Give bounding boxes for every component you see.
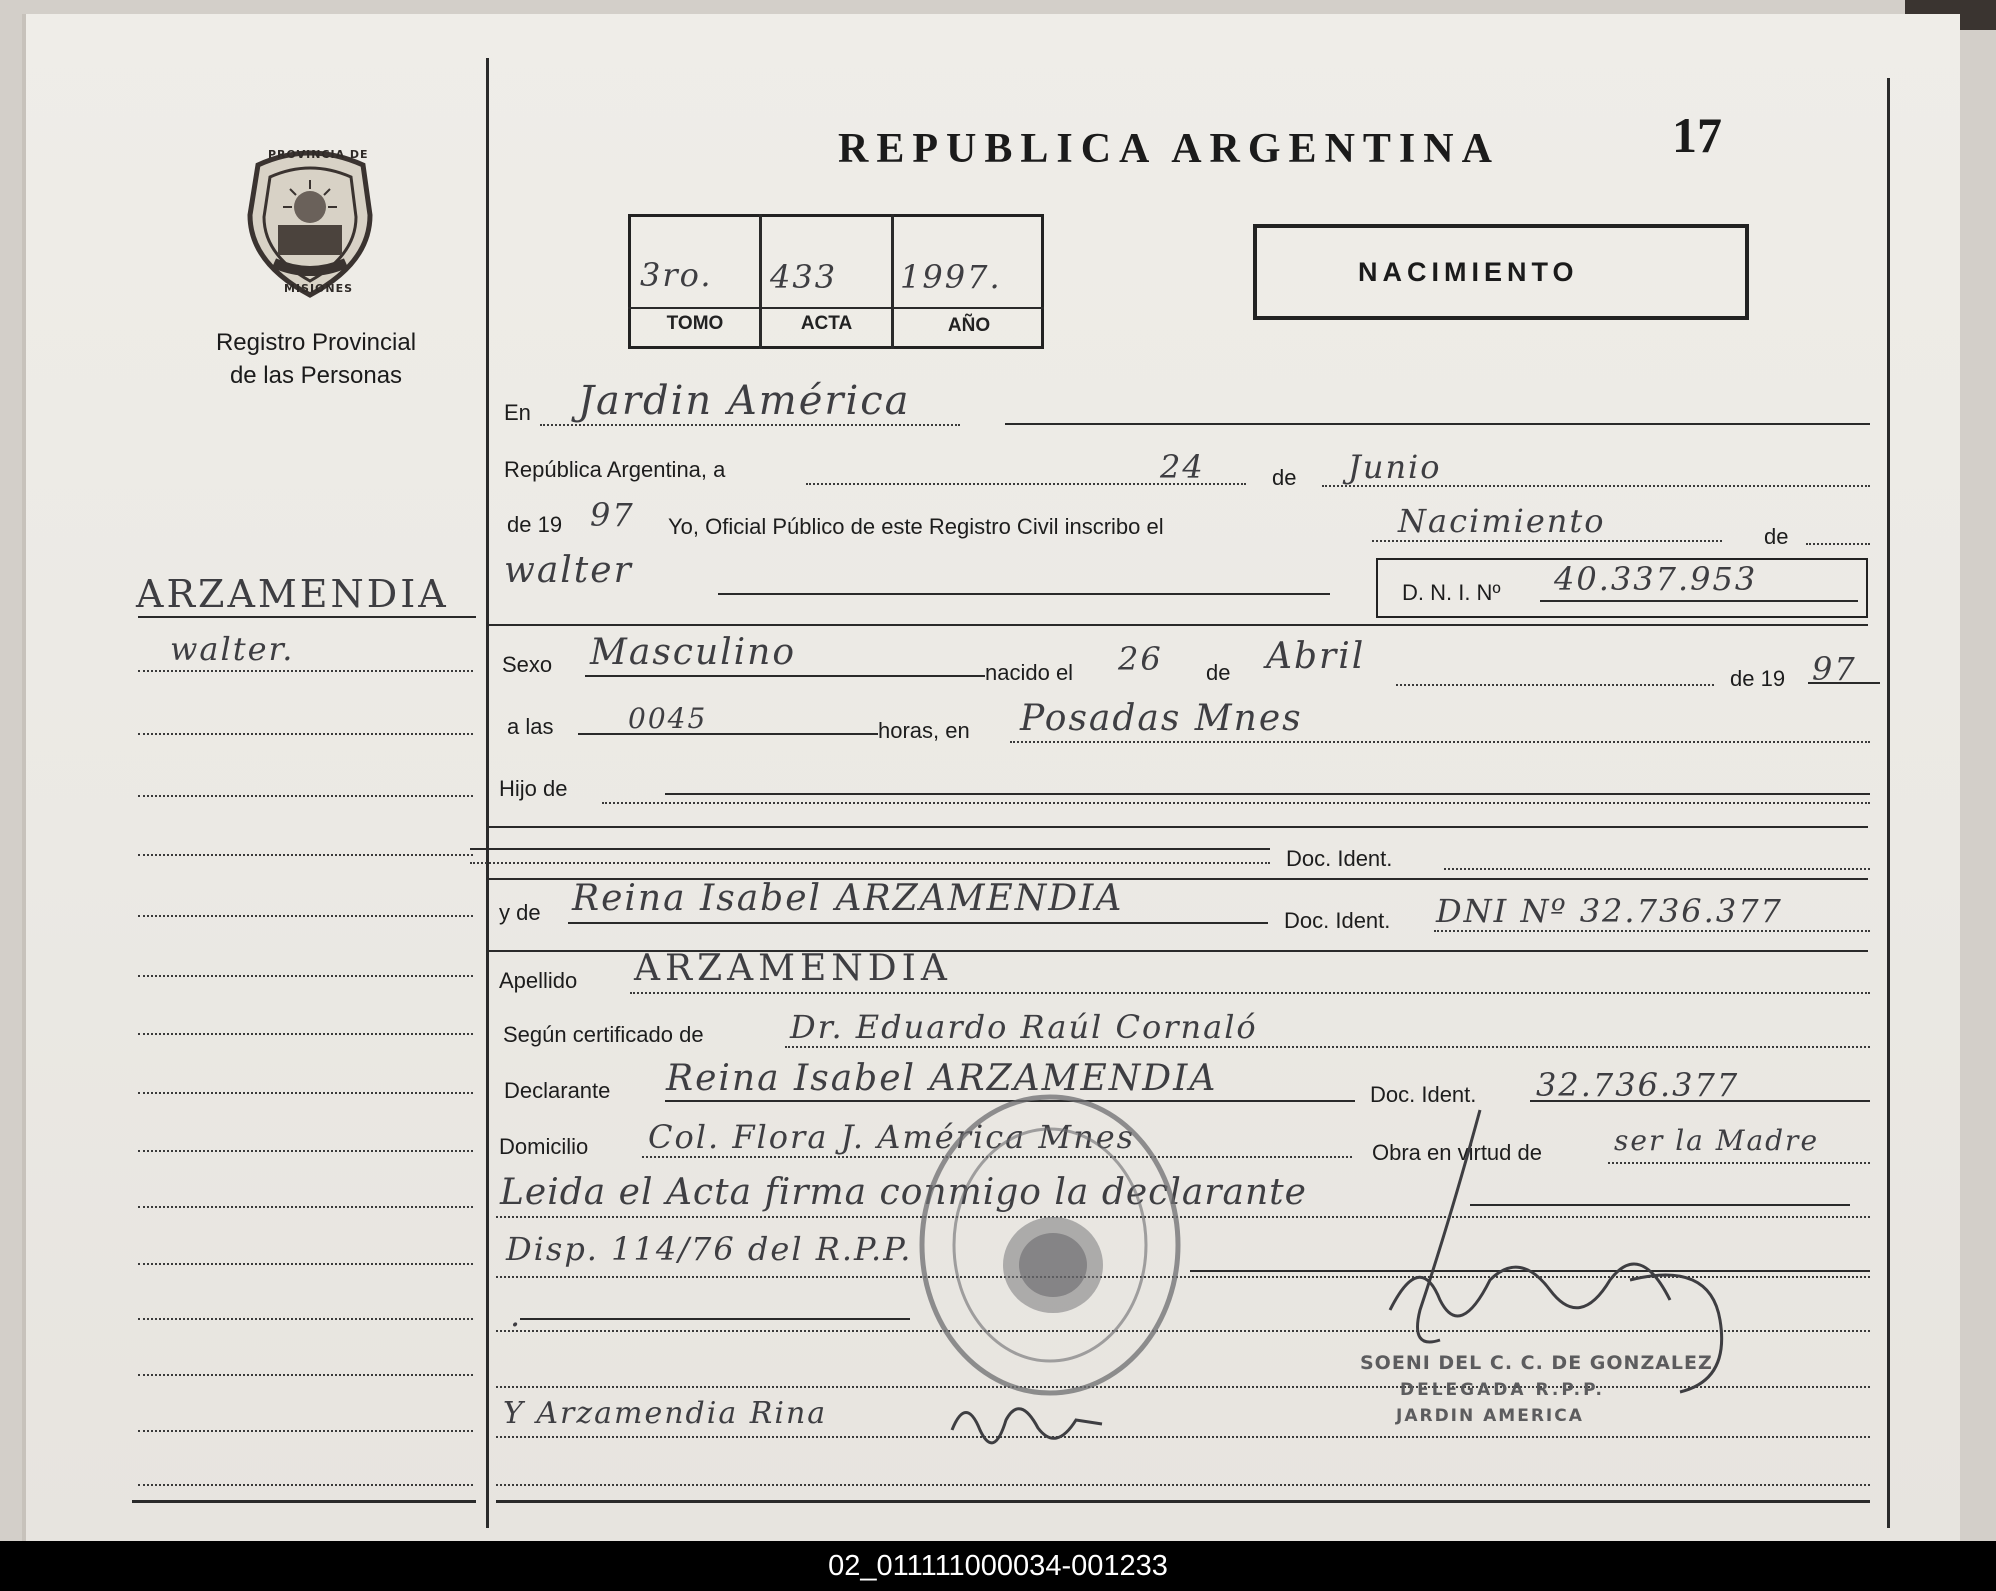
margin-line [138, 975, 473, 977]
declarante-doc-value: 32.736.377 [1536, 1066, 1740, 1104]
page-number: 17 [1672, 107, 1722, 163]
hour-line [578, 733, 878, 735]
hijo-line [665, 793, 1870, 795]
day-value: 24 [1160, 448, 1205, 486]
father-dotted-line [470, 862, 1270, 864]
apellido-label: Apellido [499, 968, 578, 993]
sexo-value: Masculino [590, 632, 797, 673]
dni-line [1540, 600, 1858, 602]
row-rule [488, 624, 1868, 626]
year-suffix-value: 97 [590, 496, 635, 534]
margin-name-underline [138, 616, 476, 618]
margin-line [138, 1033, 473, 1035]
de19b-label: de 19 [1730, 666, 1786, 691]
mother-value: Reina Isabel ARZAMENDIA [572, 878, 1124, 919]
margin-line [138, 1263, 473, 1265]
mother-doc-label: Doc. Ident. [1284, 908, 1391, 933]
note-line6-dotted [496, 1484, 1870, 1486]
declarante-doc-label: Doc. Ident. [1370, 1082, 1477, 1107]
hour-value: 0045 [628, 702, 708, 735]
en-line [1005, 423, 1870, 425]
right-border [1887, 78, 1890, 1528]
mother-line [568, 922, 1268, 924]
margin-line [138, 1150, 473, 1152]
father-doc-dotted-line [1444, 868, 1870, 870]
hijo-dotted-line [602, 802, 1870, 804]
record-box-divider [628, 307, 1044, 309]
month-value: Junio [1348, 448, 1442, 486]
inscribo-dotted-line [1372, 540, 1722, 542]
father-line [470, 848, 1270, 850]
segun-value: Dr. Eduardo Raúl Cornaló [790, 1008, 1258, 1046]
margin-line [138, 854, 473, 856]
margin-line [138, 1092, 473, 1094]
margin-surname: ARZAMENDIA [136, 572, 449, 616]
birth-month-dotted-line [1396, 684, 1714, 686]
margin-bottom-rule [132, 1500, 476, 1503]
father-doc-label: Doc. Ident. [1286, 846, 1393, 871]
apellido-value: ARZAMENDIA [634, 948, 952, 989]
republica-label: República Argentina, a [504, 457, 726, 482]
de-label: de [1272, 465, 1297, 490]
scan-caption: 02_011111000034-001233 [0, 1541, 1996, 1591]
margin-line [138, 795, 473, 797]
declarant-signature-flourish-icon [946, 1390, 1106, 1460]
domicilio-value: Col. Flora J. América Mnes [648, 1118, 1136, 1156]
page-title: REPUBLICA ARGENTINA [838, 126, 1500, 172]
margin-line [138, 1430, 473, 1432]
dni-label: D. N. I. Nº [1402, 580, 1501, 605]
margin-line [138, 1318, 473, 1320]
domicilio-label: Domicilio [499, 1134, 589, 1159]
note-line3-mark: . [510, 1296, 523, 1334]
de19-label: de 19 [507, 512, 563, 537]
name-value: walter [504, 550, 633, 591]
dni-value: 40.337.953 [1554, 560, 1758, 598]
margin-line [138, 733, 473, 735]
sexo-line [585, 675, 985, 677]
month-dotted-line [1322, 485, 1870, 487]
declarante-value: Reina Isabel ARZAMENDIA [666, 1058, 1218, 1099]
margin-given-name: walter. [170, 630, 295, 668]
anio-value: 1997. [900, 258, 1002, 296]
declarant-signature: Y Arzamendia Rina [503, 1396, 828, 1431]
place-dotted-line [1010, 741, 1870, 743]
note-line1: Leida el Acta firma conmigo la declarante [500, 1172, 1307, 1213]
row-rule [488, 826, 1868, 828]
birth-year-suffix-value: 97 [1812, 650, 1857, 688]
yo-label: Yo, Oficial Público de este Registro Civil inscribo el [668, 514, 1164, 539]
de2-label: de [1206, 660, 1231, 685]
registry-name-line2: de las Personas [229, 362, 403, 389]
horas-label: horas, en [878, 718, 970, 743]
margin-line [138, 1374, 473, 1376]
tomo-value: 3ro. [640, 256, 713, 294]
note-line3-rule [520, 1318, 910, 1320]
anio-label: AÑO [947, 315, 991, 336]
segun-label: Según certificado de [503, 1022, 704, 1047]
birth-month-value: Abril [1266, 636, 1366, 677]
sexo-label: Sexo [502, 652, 553, 677]
note-line2: Disp. 114/76 del R.P.P. [506, 1230, 913, 1268]
official-stamp-line1: SOENI DEL C. C. DE GONZALEZ [1360, 1352, 1713, 1374]
en-value: Jardin América [578, 378, 911, 424]
place-value: Posadas Mnes [1020, 698, 1303, 739]
acta-value: 433 [770, 258, 838, 296]
margin-line [138, 1206, 473, 1208]
alas-label: a las [507, 714, 554, 739]
yde-label: y de [499, 900, 541, 925]
margin-line [138, 670, 473, 672]
en-label: En [504, 400, 531, 425]
hijo-label: Hijo de [499, 776, 568, 801]
inscribo-value: Nacimiento [1398, 502, 1606, 540]
province-seal-icon [238, 145, 383, 305]
declarante-label: Declarante [504, 1078, 611, 1103]
seal-bottom-text: MISIONES [284, 282, 354, 295]
obra-label: Obra en virtud de [1372, 1140, 1542, 1165]
acta-label: ACTA [800, 313, 853, 334]
de-end-dotted-line [1806, 543, 1870, 545]
name-line [718, 593, 1330, 595]
nacido-label: nacido el [985, 660, 1074, 685]
mother-doc-dotted-line [1434, 930, 1870, 932]
note-line5-dotted [496, 1436, 1870, 1438]
segun-dotted-line [785, 1046, 1870, 1048]
birth-year-line [1808, 682, 1880, 684]
registry-round-stamp-icon [915, 1090, 1185, 1400]
tomo-label: TOMO [666, 313, 724, 334]
margin-line [138, 1484, 473, 1486]
bottom-rule [496, 1500, 1870, 1503]
birth-day-value: 26 [1118, 640, 1163, 678]
de-end-label: de [1764, 524, 1789, 549]
official-stamp-line2: DELEGADA R.P.P. [1400, 1380, 1605, 1400]
official-stamp-line3: JARDIN AMERICA [1396, 1406, 1584, 1426]
margin-divider [486, 58, 489, 1528]
registry-name-line1: Registro Provincial [215, 329, 417, 356]
mother-doc-value: DNI Nº 32.736.377 [1436, 892, 1783, 930]
margin-line [138, 915, 473, 917]
en-dotted-line [540, 424, 960, 426]
seal-top-text: PROVINCIA DE [268, 148, 369, 161]
apellido-dotted-line [630, 992, 1870, 994]
obra-value: ser la Madre [1614, 1124, 1820, 1157]
record-type: NACIMIENTO [1358, 257, 1579, 287]
